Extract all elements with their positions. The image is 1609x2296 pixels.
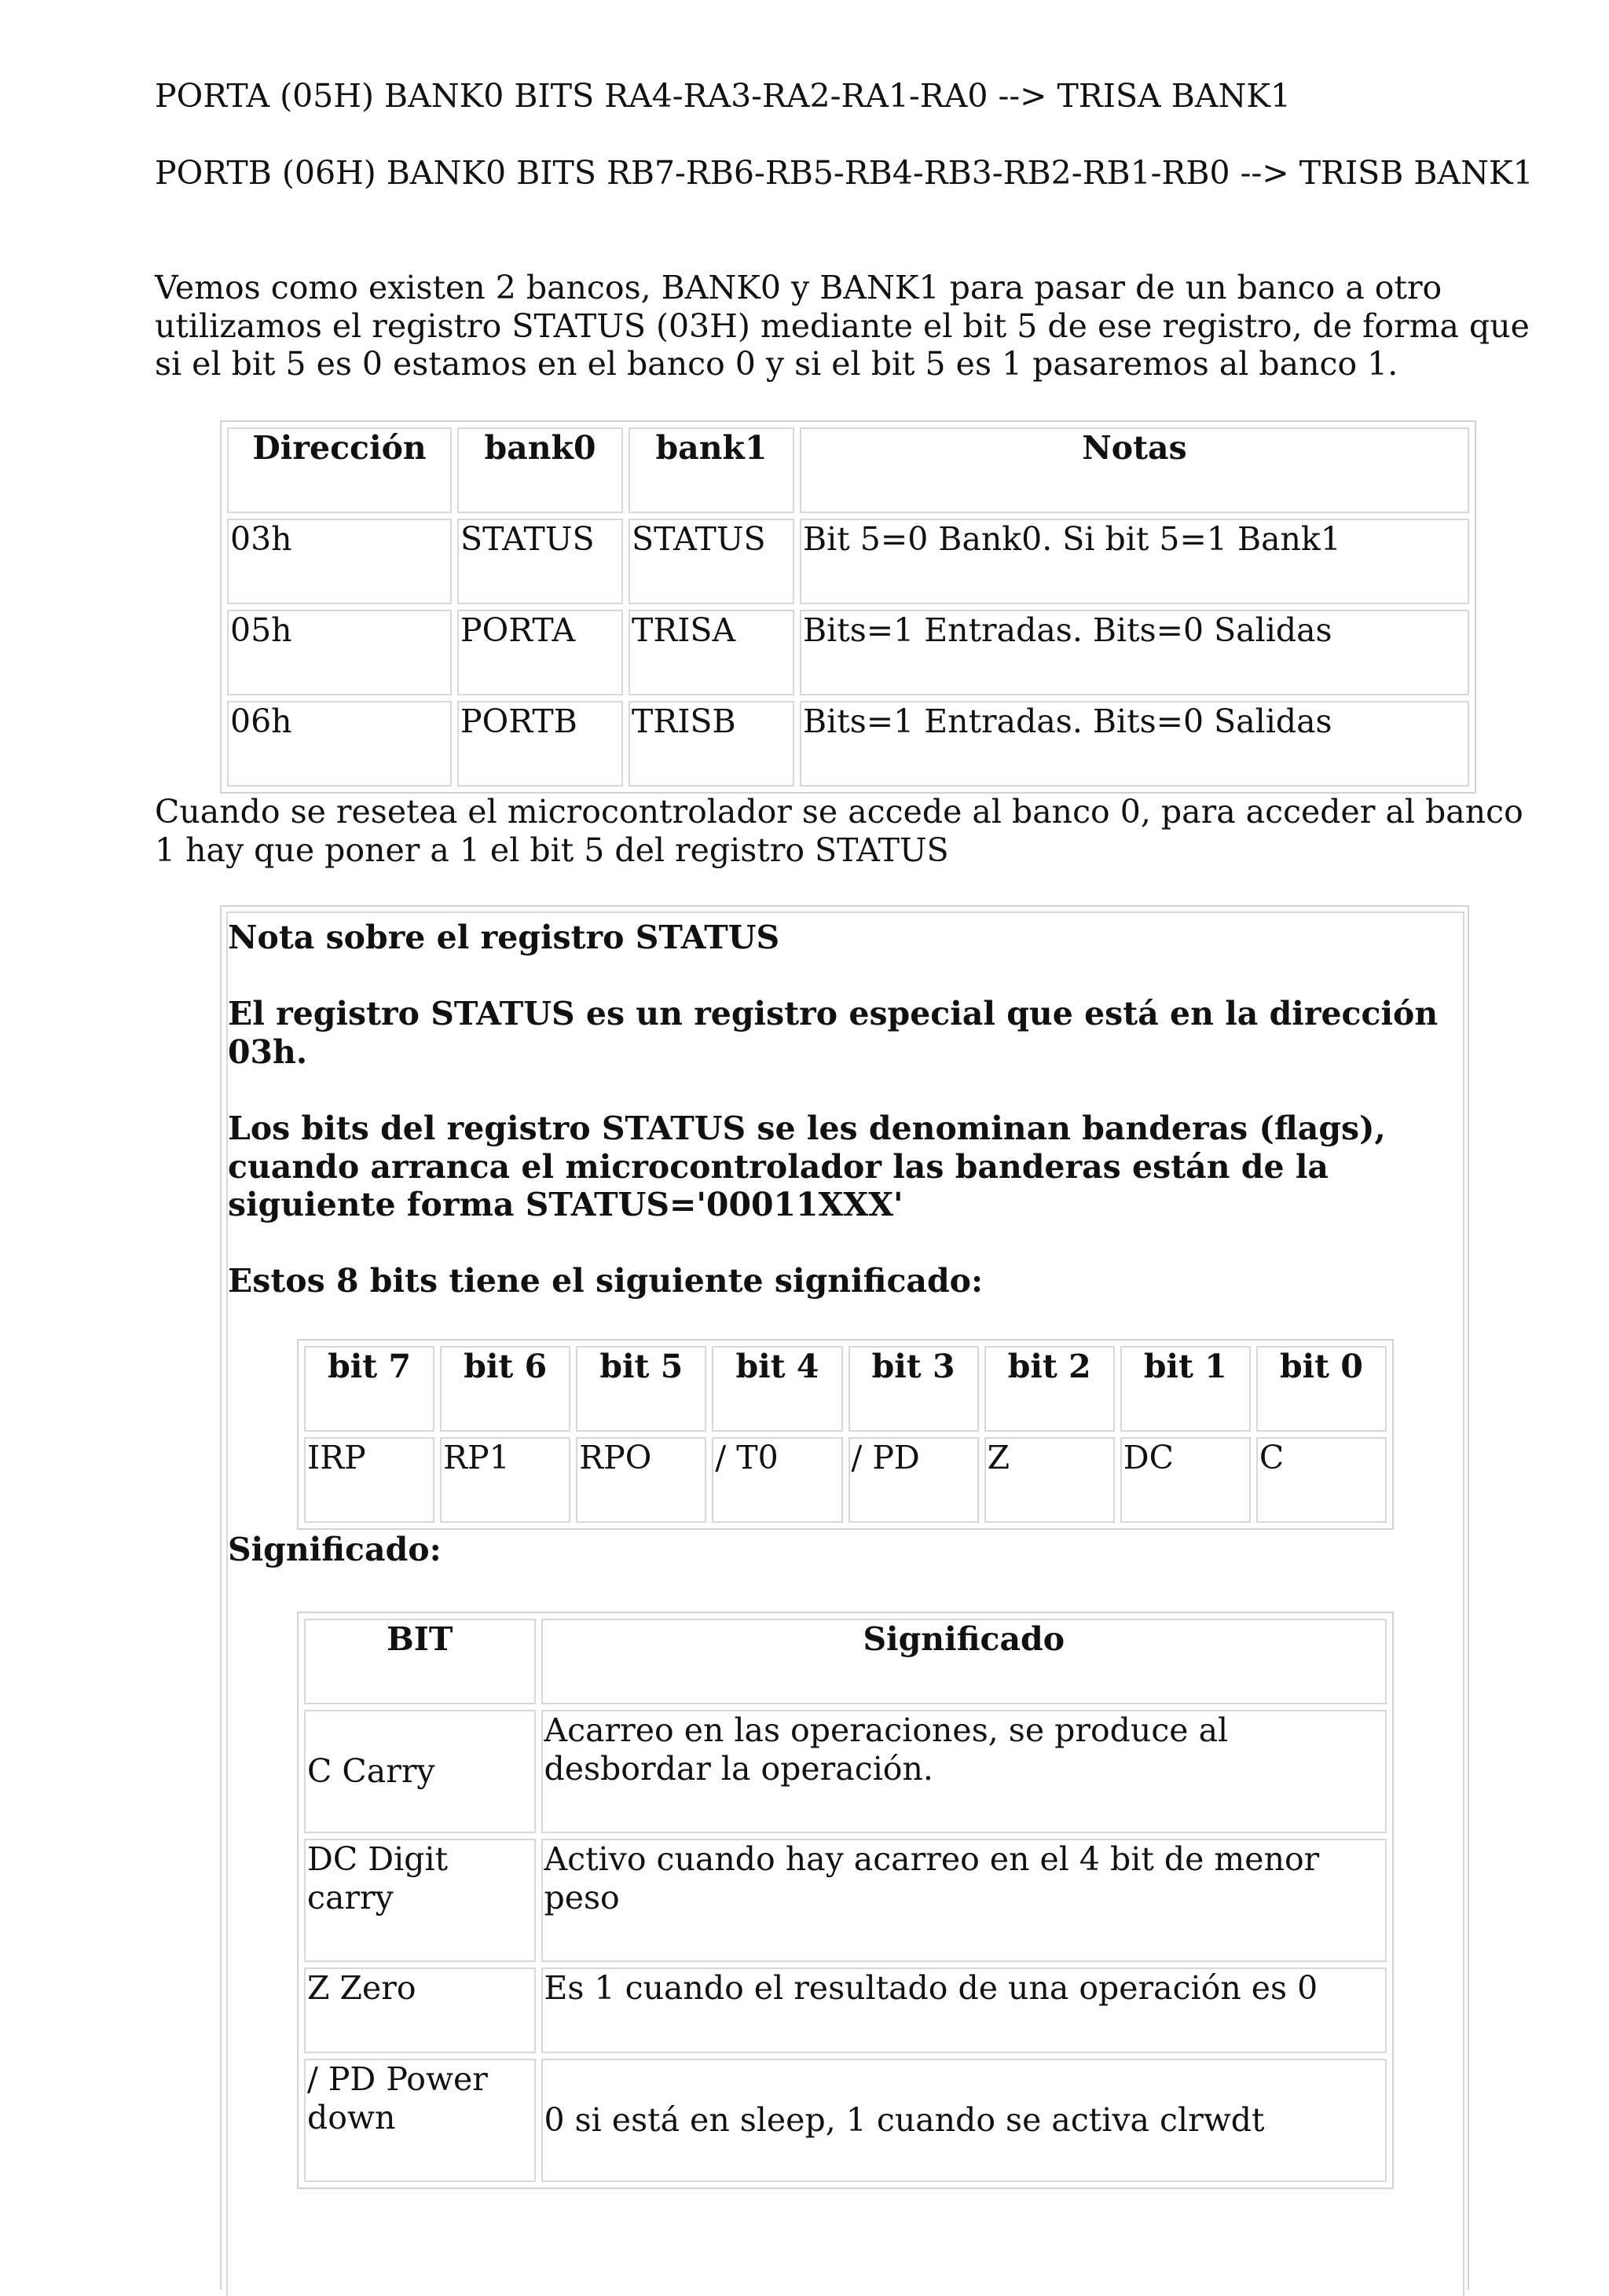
bit-header: bit 4 <box>712 1346 842 1432</box>
significado-label: Significado: <box>228 1531 442 1568</box>
bit-name-cell: DC Digit carry <box>304 1839 536 1962</box>
bit-value: C <box>1256 1437 1387 1523</box>
register-table-header <box>227 427 1469 513</box>
bit-name-cell: / PD Power down <box>304 2059 536 2182</box>
table-cell: 05h <box>227 610 452 695</box>
table-row <box>304 2059 1387 2182</box>
table-cell: Bits=1 Entradas. Bits=0 Salidas <box>800 610 1469 695</box>
table-row <box>227 519 1469 604</box>
bit-header: bit 6 <box>440 1346 570 1432</box>
status-meaning-table <box>297 1612 1394 2189</box>
bit-header: bit 7 <box>304 1346 434 1432</box>
table-cell: TRISA <box>629 610 794 695</box>
status-bits-table <box>297 1339 1394 1530</box>
note-paragraph-3: Estos 8 bits tiene el siguiente significado: <box>228 1262 984 1300</box>
bit-value: DC <box>1120 1437 1251 1523</box>
column-header: Significado <box>541 1619 1387 1704</box>
reset-paragraph: Cuando se resetea el microcontrolador se accede al banco 0, para acceder al banco 1 hay que poner a 1 el bit 5 del registro STATUS <box>155 793 1523 869</box>
portb-paragraph: PORTB (06H) BANK0 BITS RB7-RB6-RB5-RB4-RB3-RB2-RB1-RB0 --> TRISB BANK1 <box>155 154 1534 192</box>
table-cell: STATUS <box>629 519 794 604</box>
bit-name-cell: Z Zero <box>304 1968 536 2053</box>
table-cell: 06h <box>227 701 452 787</box>
table-row <box>227 610 1469 695</box>
bit-value: / PD <box>848 1437 979 1523</box>
table-cell: TRISB <box>629 701 794 787</box>
table-cell: PORTB <box>457 701 623 787</box>
bit-value: RPO <box>576 1437 706 1523</box>
bit-value: IRP <box>304 1437 434 1523</box>
bit-header: bit 3 <box>848 1346 979 1432</box>
meaning-header-row <box>304 1619 1387 1704</box>
note-paragraph-2: Los bits del registro STATUS se les denominan banderas (flags), cuando arranca el microcontrolador las banderas están de la siguiente forma STATUS='00011XXX' <box>228 1109 1386 1223</box>
banks-paragraph: Vemos como existen 2 bancos, BANK0 y BANK1 para pasar de un banco a otro utilizamos el registro STATUS (03H) mediante el bit 5 de ese registro, de forma que si el bit 5 es 0 estamos en el banco 0 y si el bit 5 es 1 pasaremos al banco 1. <box>155 269 1530 383</box>
bit-header: bit 1 <box>1120 1346 1251 1432</box>
register-table <box>220 420 1476 794</box>
table-row <box>304 1839 1387 1962</box>
column-header: bank1 <box>629 427 794 513</box>
column-header: bank0 <box>457 427 623 513</box>
column-header: Dirección <box>227 427 452 513</box>
table-cell: Bit 5=0 Bank0. Si bit 5=1 Bank1 <box>800 519 1469 604</box>
table-row <box>227 701 1469 787</box>
bit-meaning-cell: Activo cuando hay acarreo en el 4 bit de menor peso <box>541 1839 1387 1962</box>
table-cell: Bits=1 Entradas. Bits=0 Salidas <box>800 701 1469 787</box>
bits-header-row <box>304 1346 1387 1432</box>
table-row <box>304 1710 1387 1833</box>
table-cell: PORTA <box>457 610 623 695</box>
bit-value: RP1 <box>440 1437 570 1523</box>
bit-meaning-cell: Acarreo en las operaciones, se produce al desbordar la operación. <box>541 1710 1387 1833</box>
bit-value: / T0 <box>712 1437 842 1523</box>
porta-paragraph: PORTA (05H) BANK0 BITS RA4-RA3-RA2-RA1-RA0 --> TRISA BANK1 <box>155 77 1292 115</box>
bit-value: Z <box>984 1437 1115 1523</box>
column-header: BIT <box>304 1619 536 1704</box>
bit-header: bit 5 <box>576 1346 706 1432</box>
table-row <box>304 1968 1387 2053</box>
note-paragraph-1: El registro STATUS es un registro especial que está en la dirección 03h. <box>228 995 1439 1071</box>
bit-name-cell: C Carry <box>304 1710 536 1833</box>
table-cell: 03h <box>227 519 452 604</box>
note-title: Nota sobre el registro STATUS <box>228 919 780 956</box>
table-cell: STATUS <box>457 519 623 604</box>
bits-value-row <box>304 1437 1387 1523</box>
bit-header: bit 2 <box>984 1346 1115 1432</box>
column-header: Notas <box>800 427 1469 513</box>
bit-header: bit 0 <box>1256 1346 1387 1432</box>
bit-meaning-cell: 0 si está en sleep, 1 cuando se activa clrwdt <box>541 2059 1387 2182</box>
bit-meaning-cell: Es 1 cuando el resultado de una operación es 0 <box>541 1968 1387 2053</box>
